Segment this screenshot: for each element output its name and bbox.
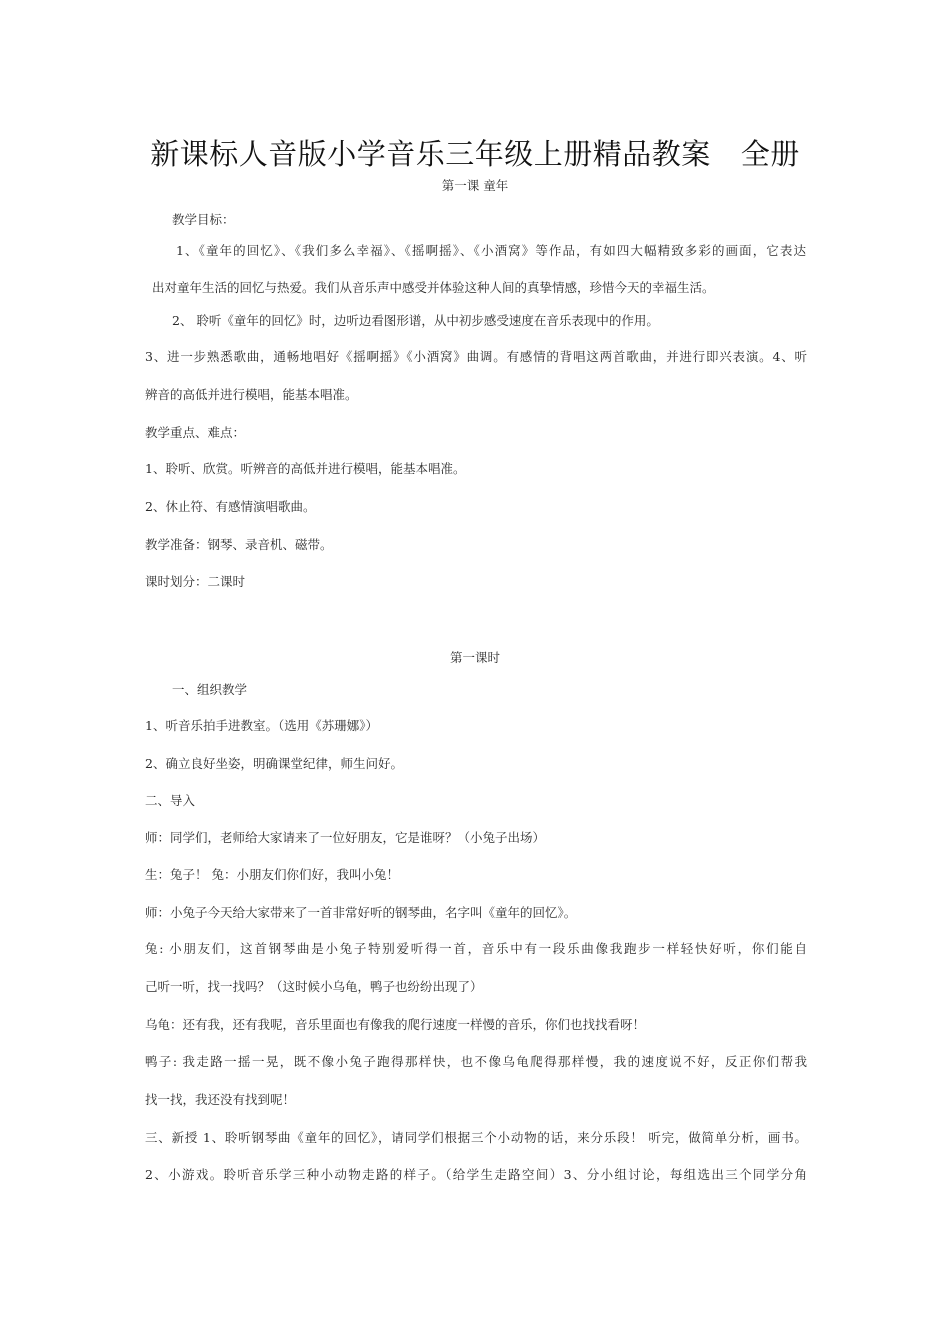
objective-3-line-1: 3、进一步熟悉歌曲，通畅地唱好《摇啊摇》《小酒窝》曲调。有感情的背唱这两首歌曲，并进行即兴表演。4、听 — [145, 349, 807, 364]
dialogue-rabbit-line-1: 兔: 小朋友们，这首钢琴曲是小兔子特别爱听得一首，音乐中有一段乐曲像我跑步一样轻快好听，你们能自 — [145, 941, 807, 956]
section-new-lesson-line-1: 三、新授 1、聆听钢琴曲《童年的回忆》，请同学们根据三个小动物的话，来分乐段！ 听完，做简单分析，画书。 — [145, 1130, 807, 1145]
document-title — [0, 132, 950, 173]
section-organize-teaching: 一、组织教学 — [172, 682, 248, 697]
period-heading: 第一课时 — [449, 650, 500, 665]
objectives-label: 教学目标： — [172, 212, 235, 227]
dialogue-duck-line-1: 鸭子: 我走路一摇一晃，既不像小兔子跑得那样快，也不像乌龟爬得那样慢，我的速度说不好，反正你们帮我 — [145, 1054, 807, 1069]
key-point-1: 1、聆听、欣赏。听辨音的高低并进行模唱，能基本唱准。 — [145, 461, 466, 476]
section-introduction: 二、导入 — [145, 793, 196, 808]
teaching-preparation: 教学准备：钢琴、录音机、磁带。 — [145, 537, 333, 552]
key-points-label: 教学重点、难点： — [145, 425, 246, 440]
section-new-lesson-line-2: 2、小游戏。聆听音乐学三种小动物走路的样子。（给学生走路空间）3、分小组讨论，每组选出三个同学分角 — [145, 1167, 807, 1182]
dialogue-teacher-2: 师：小兔子今天给大家带来了一首非常好听的钢琴曲，名字叫《童年的回忆》。 — [145, 905, 577, 920]
dialogue-turtle: 乌龟：还有我，还有我呢，音乐里面也有像我的爬行速度一样慢的音乐，你们也找找看呀！ — [145, 1017, 646, 1032]
objective-2: 2、 聆听《童年的回忆》时，边听边看图形谱，从中初步感受速度在音乐表现中的作用。 — [172, 313, 659, 328]
objective-3-line-2: 辨音的高低并进行模唱，能基本唱准。 — [145, 387, 358, 402]
dialogue-student-rabbit: 生：兔子！ 兔：小朋友们你们好，我叫小兔！ — [145, 867, 399, 882]
step-2: 2、确立良好坐姿，明确课堂纪律，师生问好。 — [145, 756, 403, 771]
dialogue-duck-line-2: 找一找，我还没有找到呢！ — [145, 1092, 296, 1107]
dialogue-teacher-1: 师：同学们，老师给大家请来了一位好朋友，它是谁呀？（小兔子出场） — [145, 830, 546, 845]
step-1: 1、听音乐拍手进教室。（选用《苏珊娜》） — [145, 718, 378, 733]
dialogue-rabbit-line-2: 己听一听，找一找吗？（这时候小乌龟，鸭子也纷纷出现了） — [145, 979, 483, 994]
document-title-main: 新课标人音版小学音乐三年级上册精品教案 — [150, 137, 711, 171]
objective-1-line-2: 出对童年生活的回忆与热爱。我们从音乐声中感受并体验这种人间的真挚情感，珍惜今天的幸福生活。 — [152, 280, 715, 295]
period-schedule: 课时划分：二课时 — [145, 574, 246, 589]
key-point-2: 2、休止符、有感情演唱歌曲。 — [145, 499, 316, 514]
lesson-heading: 第一课 童年 — [441, 178, 509, 193]
objective-1-line-1: 1、《童年的回忆》、《我们多么幸福》、《摇啊摇》、《小酒窝》等作品，有如四大幅精致多彩的画面，它表达 — [176, 243, 806, 258]
document-title-suffix: 全册 — [740, 137, 800, 171]
